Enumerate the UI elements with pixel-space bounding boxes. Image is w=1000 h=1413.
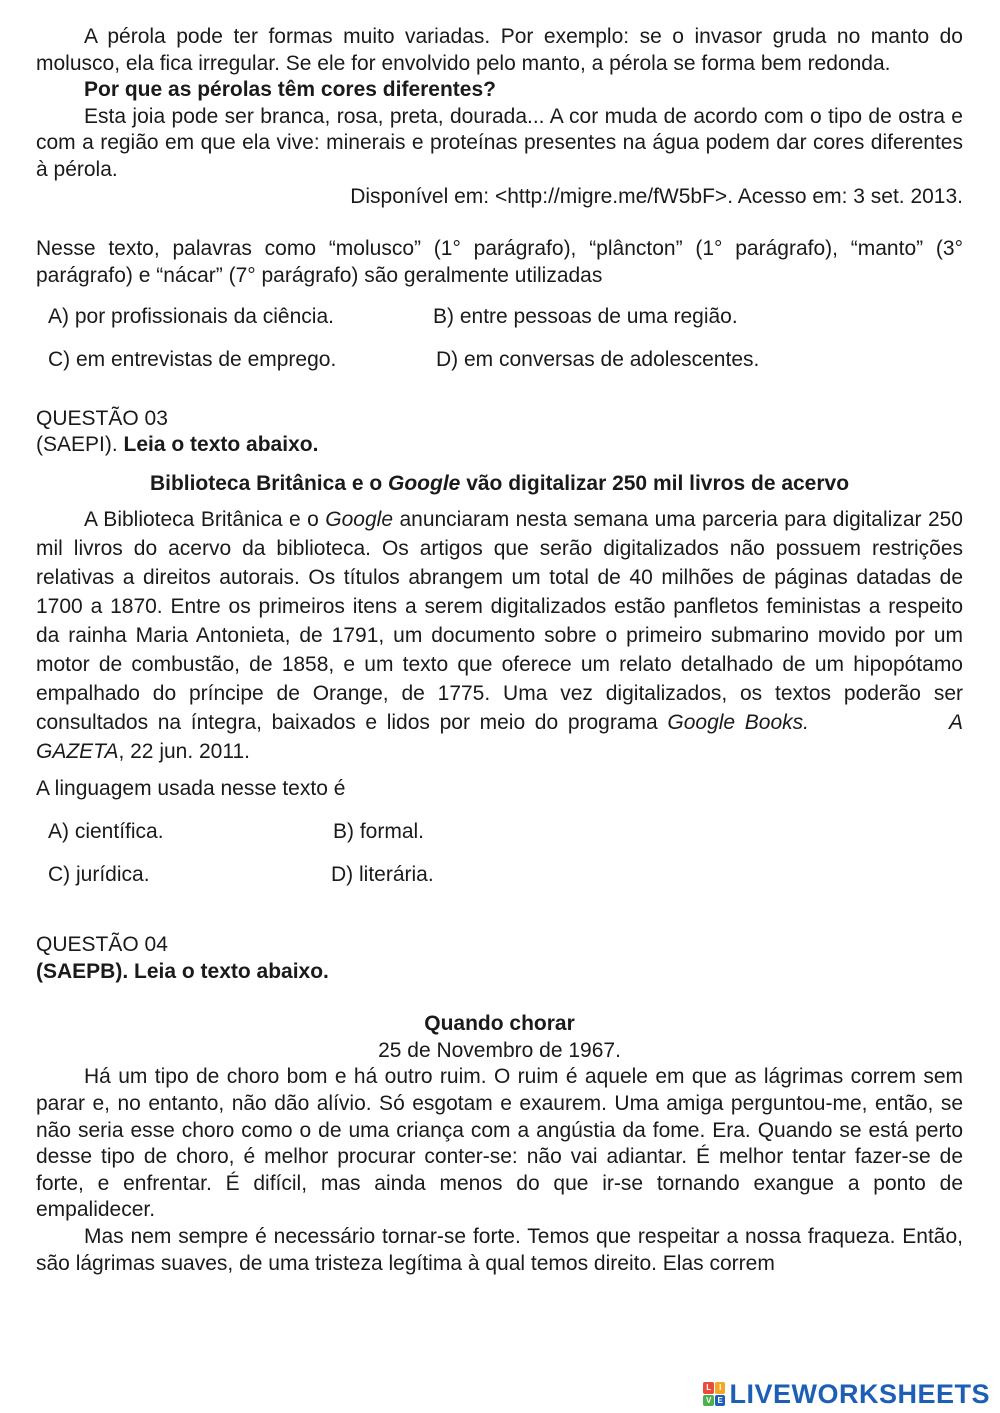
pearl-colors-paragraph: Esta joia pode ser branca, rosa, preta, dourada... A cor muda de acordo com o tipo de ostra e com a região em que ela vive: minerais e proteínas presentes na água podem dar cores diferentes à pérola.: [36, 104, 963, 181]
liveworksheets-logo-icon: [703, 1382, 725, 1406]
question-2-prompt: Nesse texto, palavras como “molusco” (1° parágrafo), “plâncton” (1° parágrafo), “manto” (3° parágrafo) e “nácar” (7° parágrafo) são geralmente utilizadas: [36, 237, 963, 287]
question-3-instruction: Leia o texto abaixo.: [123, 433, 319, 457]
question-3-header: [36, 432, 963, 459]
question-3-options-row-1: [36, 819, 963, 846]
article-body-google: Google: [325, 508, 393, 532]
question-3-source: (SAEPI).: [36, 433, 118, 457]
liveworksheets-logo-text: LIVEWORKSHEETS: [729, 1378, 990, 1409]
article-citation-date: , 22 jun. 2011.: [118, 740, 251, 764]
source-citation: Disponível em: <http://migre.me/fW5bF>. Acesso em: 3 set. 2013.: [350, 184, 963, 208]
question-4-header: (SAEPB). Leia o texto abaixo.: [36, 959, 329, 983]
chronicle-title: Quando chorar: [424, 1012, 575, 1036]
article-body-google-books: Google Books.: [667, 711, 809, 735]
article-title-part-2: vão digitalizar 250 mil livros de acervo: [466, 471, 850, 495]
article-title-part-1: Biblioteca Britânica e o: [149, 471, 383, 495]
logo-letter: V: [703, 1395, 714, 1407]
option-b[interactable]: B) entre pessoas de uma região.: [433, 305, 738, 329]
pearl-colors-heading: Por que as pérolas têm cores diferentes?: [84, 78, 496, 102]
option-a[interactable]: A) por profissionais da ciência.: [48, 305, 334, 329]
option-b[interactable]: B) formal.: [333, 819, 425, 843]
question-3-prompt: A linguagem usada nesse texto é: [36, 777, 346, 801]
article-body-part-1: A Biblioteca Britânica e o: [84, 508, 319, 532]
question-3-options-row-2: [36, 862, 963, 889]
question-2-options-row-2: [36, 347, 963, 374]
option-c[interactable]: C) jurídica.: [48, 862, 150, 886]
question-3-number: QUESTÃO 03: [36, 406, 168, 430]
article-title-google: Google: [388, 471, 461, 495]
chronicle-date: 25 de Novembro de 1967.: [378, 1038, 621, 1062]
worksheet-page: [36, 24, 963, 1277]
logo-letter: E: [715, 1395, 726, 1407]
liveworksheets-logo: [703, 1380, 990, 1408]
logo-letter: L: [703, 1382, 714, 1394]
article-title: [36, 471, 963, 498]
option-d[interactable]: D) literária.: [331, 862, 434, 886]
option-d[interactable]: D) em conversas de adolescentes.: [436, 347, 760, 371]
article-citation-source: A GAZETA: [36, 711, 963, 764]
article-body: [36, 505, 963, 766]
option-c[interactable]: C) em entrevistas de emprego.: [48, 347, 337, 371]
pearl-shape-paragraph: A pérola pode ter formas muito variadas. Por exemplo: se o invasor gruda no manto do molusco, ela fica irregular. Se ele for envolvido pelo manto, a pérola se forma bem redonda.: [36, 25, 963, 75]
option-a[interactable]: A) científica.: [48, 819, 164, 843]
chronicle-paragraph-2: Mas nem sempre é necessário tornar-se forte. Temos que respeitar a nossa fraqueza. Então, são lágrimas suaves, de uma tristeza legítima à qual temos direito. Elas correm: [36, 1225, 963, 1275]
logo-letter: I: [715, 1382, 726, 1394]
question-4-number: QUESTÃO 04: [36, 933, 168, 957]
question-2-options-row-1: [36, 304, 963, 331]
chronicle-paragraph-1: Há um tipo de choro bom e há outro ruim. O ruim é aquele em que as lágrimas correm sem parar e, no entanto, não dão alívio. Só esgotam e exaurem. Uma amiga perguntou-me, então, se não seria esse choro como o de uma criança com a angústia da fome. Era. Quando se está perto desse tipo de choro, é melhor procurar conter-se: não vai adiantar. É melhor tentar fazer-se de forte, e enfrentar. É difícil, mas ainda menos do que ir-se tornando exangue a ponto de empalidecer.: [36, 1065, 963, 1222]
article-body-part-2: anunciaram nesta semana uma parceria para digitalizar 250 mil livros do acervo da biblioteca. Os artigos que serão digitalizados não possuem restrições relativas a direitos autorais. Os títulos abrangem um total de 40 milhões de páginas datadas de 1700 a 1870. Entre os primeiros itens a serem digitalizados estão panfletos feministas a respeito da rainha Maria Antonieta, de 1791, um documento sobre o primeiro submarino movido por um motor de combustão, de 1858, e um texto que oferece um relato detalhado de um hipopótamo empalhado do príncipe de Orange, de 1775. Uma vez digitalizados, os textos poderão ser consultados na íntegra, baixados e lidos por meio do programa: [36, 508, 963, 735]
